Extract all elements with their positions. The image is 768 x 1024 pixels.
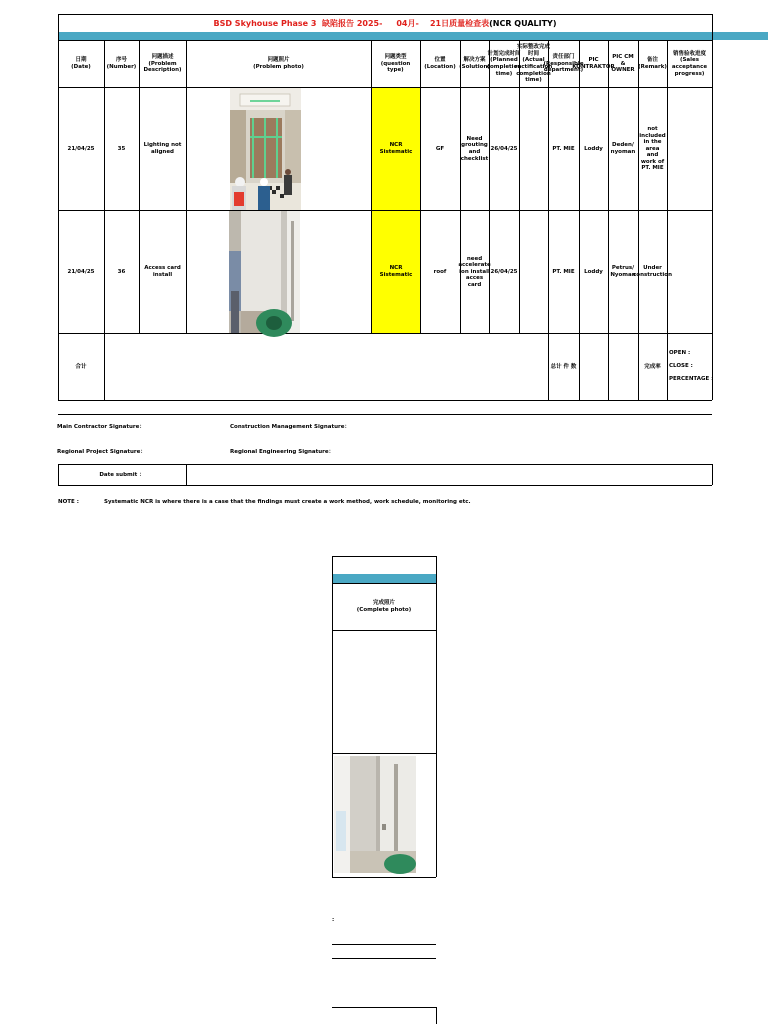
table2-border [332, 877, 436, 878]
header-date: 日期 (Date) [71, 57, 91, 70]
table2-border [332, 1007, 436, 1008]
row1-sales [667, 88, 712, 210]
row1-remark: not included in the area and work of PT. MIE [639, 125, 666, 172]
title-day: 21日质量检查表 [429, 18, 490, 28]
header-question-type: 问题类型 (question type) [380, 54, 411, 74]
table2-border [332, 753, 436, 754]
table-border [186, 464, 187, 485]
complete-photo-header: 完成照片 (Complete photo) [356, 600, 412, 613]
report-title [58, 14, 712, 32]
table-border [58, 400, 712, 401]
header-planned-completion: 计划完成时间 (Planned completion time) [486, 50, 522, 77]
construction-management-signature: Construction Management Signature： [230, 424, 350, 430]
title-project: BSD Skyhouse Phase 3 [213, 18, 317, 28]
table-border [712, 14, 713, 400]
header-location: 位置 (Location) [424, 57, 456, 70]
row1-pic-cm-owner: Deden/ nyoman [610, 142, 636, 155]
summary-close: CLOSE : [669, 363, 693, 369]
summary-mid-label: 总计 件 数 [550, 363, 577, 370]
title-month: 04月- [396, 18, 419, 28]
row1-planned: 26/04/25 [490, 145, 518, 152]
header-solution: 解决方案 (Solution) [459, 57, 490, 70]
table2-border [436, 1007, 437, 1024]
regional-project-signature: Regional Project Signature： [57, 449, 146, 455]
date-submit-label: Date submit ： [99, 471, 145, 478]
row1-description: Lighting not aligned [143, 142, 182, 155]
row1-department: PT. MIE [552, 145, 575, 152]
table2-border [332, 630, 436, 631]
header-problem-description: 问题描述 (Problem Description) [143, 54, 182, 74]
complete-doorway-photo-icon [334, 756, 416, 873]
table2-border [332, 958, 436, 959]
title-suffix: (NCR QUALITY) [489, 18, 557, 28]
header-sales-acceptance: 销售验收进度 (Sales acceptance progress) [671, 50, 708, 77]
row2-actual [519, 211, 548, 333]
title-cjk: 缺陷报告 [322, 18, 355, 28]
ceiling-lighting-photo-icon [230, 88, 301, 210]
row2-department: PT. MIE [552, 268, 575, 275]
note-label: NOTE : [58, 499, 79, 505]
row2-date: 21/04/25 [67, 268, 95, 275]
row2-pic-cm-owner: Petrus/ Nyoman [610, 265, 636, 278]
header-responsible-department: 责任部门 (Responsible department) [543, 54, 584, 74]
header-pic-cm-owner: PIC CM & OWNER [611, 54, 635, 74]
row1-solution: Need grouting and checklist [460, 135, 489, 162]
row1-date: 21/04/25 [67, 145, 95, 152]
row1-type: NCR Sistematic [372, 88, 420, 210]
table-border [58, 485, 712, 486]
row1-pic-kontraktor: Loddy [584, 145, 603, 152]
table2-border [332, 556, 436, 557]
note-text: Systematic NCR is where there is a case that the findings must create a work method, work schedule, monitoring etc. [104, 499, 471, 505]
table2-border [436, 556, 437, 877]
table2-colon: : [332, 917, 335, 923]
row2-planned: 26/04/25 [490, 268, 518, 275]
summary-right-label: 完成率 [644, 363, 661, 370]
row2-number: 36 [117, 268, 126, 275]
table-border [712, 464, 713, 485]
table-border [104, 333, 105, 400]
summary-percentage: PERCENTAGE : [669, 376, 714, 382]
table2-border [332, 944, 436, 945]
table-border [58, 414, 712, 415]
main-contractor-signature: Main Contractor Signature： [57, 424, 145, 430]
row2-location: roof [433, 268, 447, 275]
row2-pic-kontraktor: Loddy [584, 268, 603, 275]
table-border [58, 333, 712, 334]
header-number: 序号 (Number) [106, 57, 137, 70]
row1-number: 35 [117, 145, 126, 152]
teal-band [58, 32, 768, 40]
row2-remark: Under construction [633, 265, 672, 278]
header-actual-completion: 实际整改完成时间 (Actual rectification completion time) [514, 44, 553, 84]
row2-type: NCR Sistematic [372, 211, 420, 333]
row2-solution: need accelerate ion install acces card [458, 255, 491, 288]
table2-teal-band [332, 574, 436, 583]
regional-engineering-signature: Regional Engineering Signature： [230, 449, 335, 455]
header-problem-photo: 问题照片 (Problem photo) [253, 57, 304, 70]
table-border [58, 14, 712, 15]
title-year: 2025- [356, 18, 383, 28]
row2-sales [667, 211, 712, 333]
summary-label: 合计 [75, 363, 87, 370]
header-pic-kontraktor: PIC KONTRAKTOR [572, 57, 615, 70]
header-remark: 备注 (Remark) [638, 57, 667, 70]
summary-open: OPEN : [669, 350, 691, 356]
row1-location: GF [435, 145, 445, 152]
row1-actual [519, 88, 548, 210]
doorway-photo-icon [229, 211, 300, 333]
row2-description: Access card install [144, 265, 181, 278]
